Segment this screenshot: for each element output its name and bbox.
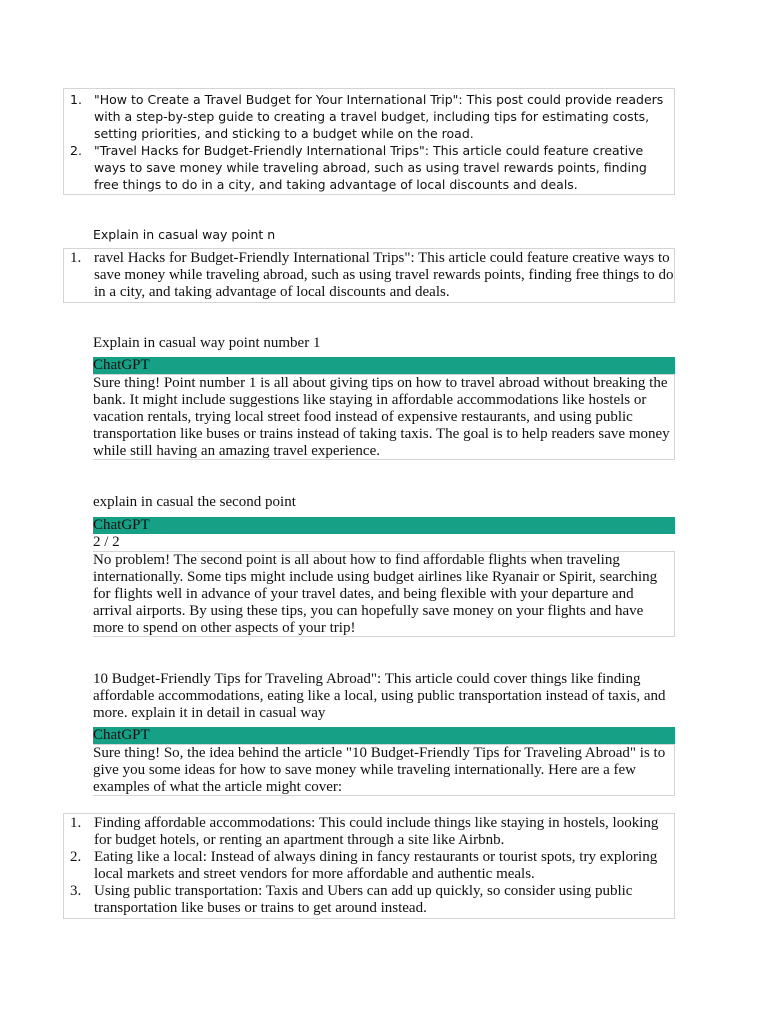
list-item-text: ravel Hacks for Budget-Friendly International Trips": This article could feature creative ways to save money while traveling abroad, such as using travel rewards points, finding free things to do in a city, and taking advantage of local discounts and deals. bbox=[94, 250, 674, 300]
response-pager[interactable]: 2 / 2 bbox=[93, 534, 120, 550]
list-item bbox=[64, 883, 674, 917]
user-prompt: Explain in casual way point n bbox=[93, 227, 276, 242]
list-item-text: Finding affordable accommodations: This could include things like staying in hostels, looking for budget hotels, or renting an apartment through a site like Airbnb. bbox=[94, 815, 659, 848]
ideas-list-box bbox=[63, 88, 675, 195]
chatgpt-label: ChatGPT bbox=[93, 357, 675, 374]
list-number: 3. bbox=[70, 883, 82, 899]
list-item bbox=[64, 142, 674, 193]
list-item-text: "How to Create a Travel Budget for Your International Trip": This post could provide readers with a step-by-step guide to creating a travel budget, including tips for estimating costs, setting priorities, and sticking to a budget while on the road. bbox=[94, 92, 664, 141]
list-number: 1. bbox=[70, 92, 82, 107]
ideas-list bbox=[64, 91, 674, 193]
quoted-list bbox=[64, 250, 674, 301]
user-prompt: 10 Budget-Friendly Tips for Traveling Abroad": This article could cover things like finding affordable accommodations, eating like a local, using public transportation instead of taxis, and more. explain it in detail in casual way bbox=[93, 671, 666, 721]
chatgpt-label: ChatGPT bbox=[93, 727, 675, 744]
list-number: 2. bbox=[70, 849, 82, 865]
tips-list-box bbox=[63, 813, 675, 919]
chatgpt-answer: Sure thing! Point number 1 is all about giving tips on how to travel abroad without breaking the bank. It might include suggestions like staying in affordable accommodations like hostels or vacation rentals, trying local street food instead of expensive restaurants, and using public transportation like buses or trains instead of taking taxis. The goal is to help readers save money while still having an amazing travel experience. bbox=[93, 374, 675, 460]
list-number: 1. bbox=[70, 250, 82, 266]
list-item bbox=[64, 91, 674, 142]
list-item bbox=[64, 815, 674, 849]
quoted-list-box bbox=[63, 248, 675, 303]
list-item bbox=[64, 250, 674, 301]
list-item-text: "Travel Hacks for Budget-Friendly International Trips": This article could feature creative ways to save money while traveling abroad, such as using travel rewards points, finding free things to do in a city, and taking advantage of local discounts and deals. bbox=[94, 143, 647, 192]
list-number: 2. bbox=[70, 143, 82, 158]
list-number: 1. bbox=[70, 815, 82, 831]
tips-list bbox=[64, 815, 674, 917]
chatgpt-answer: No problem! The second point is all about how to find affordable flights when traveling internationally. Some tips might include using budget airlines like Ryanair or Spirit, searching for flights well in advance of your travel dates, and being flexible with your departure and arrival airports. By using these tips, you can hopefully save money on your flights and have more to spend on other aspects of your trip! bbox=[93, 551, 675, 637]
user-prompt: explain in casual the second point bbox=[93, 494, 296, 510]
user-prompt: Explain in casual way point number 1 bbox=[93, 335, 321, 351]
list-item-text: Eating like a local: Instead of always dining in fancy restaurants or tourist spots, try exploring local markets and street vendors for more affordable and authentic meals. bbox=[94, 849, 658, 882]
list-item-text: Using public transportation: Taxis and Ubers can add up quickly, so consider using public transportation like buses or trains to get around instead. bbox=[94, 883, 633, 916]
list-item bbox=[64, 849, 674, 883]
chatgpt-answer: Sure thing! So, the idea behind the article "10 Budget-Friendly Tips for Traveling Abroad" is to give you some ideas for how to save money while traveling internationally. Here are a few examples of what the article might cover: bbox=[93, 744, 675, 796]
chatgpt-label: ChatGPT bbox=[93, 517, 675, 534]
